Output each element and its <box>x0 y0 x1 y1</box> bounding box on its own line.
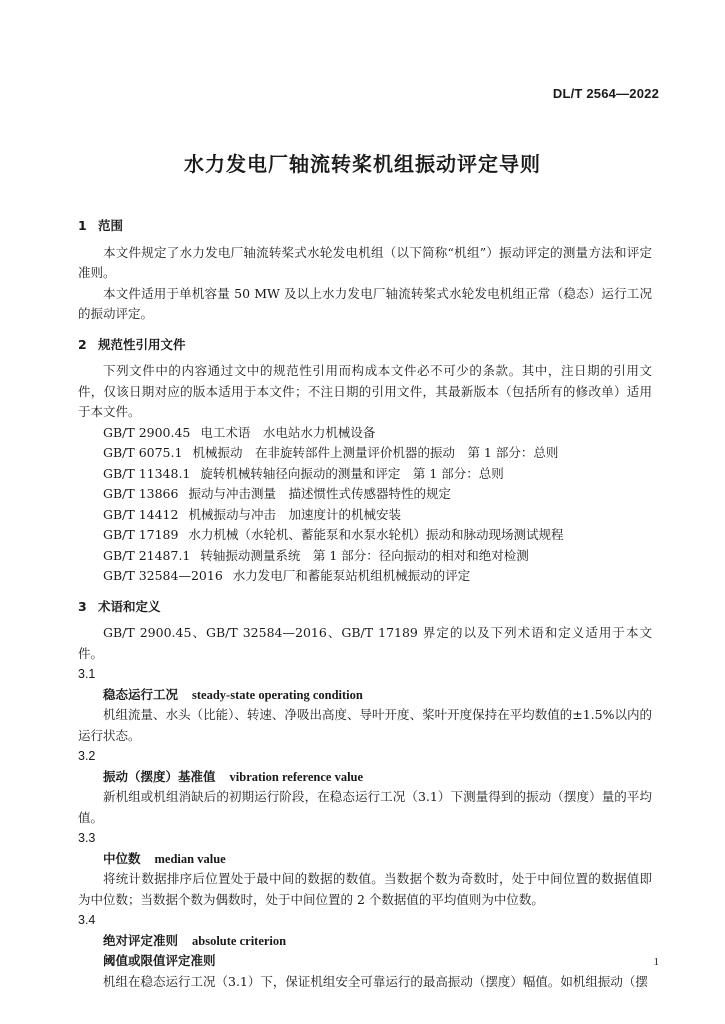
term-definition: 机组流量、水头（比能）、转速、净吸出高度、导叶开度、桨叶开度保持在平均数值的±1.5%以内的运行状态。 <box>78 707 652 743</box>
page-number: 1 <box>653 956 659 968</box>
reference-code: GB/T 32584—2016 <box>103 568 223 583</box>
reference-item <box>78 484 652 505</box>
section-heading-normative-references <box>78 335 652 356</box>
term-number: 3.1 <box>78 667 96 681</box>
document-body <box>78 216 652 992</box>
term-name-zh: 稳态运行工况 <box>103 686 179 702</box>
reference-code: GB/T 2900.45 <box>103 424 191 440</box>
reference-item <box>78 443 652 464</box>
term-name-zh: 绝对评定准则 <box>103 932 179 948</box>
reference-title: 旋转机械转轴径向振动的测量和评定 第 1 部分：总则 <box>200 465 504 481</box>
paragraph: GB/T 2900.45、GB/T 32584—2016、GB/T 17189 界定的以及下列术语和定义适用于本文件。 <box>78 625 652 661</box>
term-definition: 机组在稳态运行工况（3.1）下，保证机组安全可靠运行的最高振动（摆度）幅值。如机组振动（摆 <box>103 973 648 989</box>
paragraph: 本文件规定了水力发电厂轴流转桨式水轮发电机组（以下简称“机组”）振动评定的测量方法和评定准则。 <box>78 244 652 280</box>
reference-title: 机械振动与冲击 加速度计的机械安装 <box>188 506 401 522</box>
reference-item <box>78 423 652 444</box>
section-heading-scope <box>78 216 652 237</box>
paragraph: 本文件适用于单机容量 50 MW 及以上水力发电厂轴流转桨式水轮发电机组正常（稳态）运行工况的振动评定。 <box>78 285 652 321</box>
term-number: 3.2 <box>78 749 96 763</box>
term-name-zh: 中位数 <box>103 850 141 866</box>
reference-title: 振动与冲击测量 描述惯性式传感器特性的规定 <box>188 486 451 501</box>
term-name-zh: 振动（摆度）基准值 <box>103 768 216 784</box>
reference-code: GB/T 17189 <box>103 527 179 542</box>
section-number: 2 <box>78 336 87 352</box>
reference-item <box>78 505 652 526</box>
term-number: 3.4 <box>78 913 96 927</box>
section-title: 规范性引用文件 <box>98 336 186 352</box>
term-number: 3.3 <box>78 831 96 845</box>
reference-title: 电工术语 水电站水力机械设备 <box>200 424 376 440</box>
paragraph: 下列文件中的内容通过文中的规范性引用而构成本文件必不可少的条款。其中，注日期的引用文件，仅该日期对应的版本适用于本文件；不注日期的引用文件，其最新版本（包括所有的修改单）适用于本文件。 <box>78 363 652 419</box>
section-number: 1 <box>78 218 87 233</box>
term-definition: 将统计数据排序后位置处于最中间的数据的数值。当数据个数为奇数时，处于中间位置的数据值即为中位数；当数据个数为偶数时，处于中间位置的 2 个数据值的平均值则为中位数。 <box>78 871 652 907</box>
section-title: 术语和定义 <box>98 598 161 614</box>
reference-item <box>78 464 652 485</box>
term-name-en: absolute criterion <box>192 933 287 948</box>
term-name <box>78 685 652 706</box>
term-name-en: median value <box>154 851 226 866</box>
reference-title: 机械振动 在非旋转部件上测量评价机器的振动 第 1 部分：总则 <box>192 445 559 460</box>
section-number: 3 <box>78 598 87 614</box>
reference-title: 水力发电厂和蓄能泵站机组机械振动的评定 <box>232 568 471 583</box>
term-name <box>78 767 652 788</box>
term-name <box>78 931 652 952</box>
reference-item <box>78 546 652 567</box>
document-code: DL/T 2564—2022 <box>552 86 659 101</box>
reference-code: GB/T 11348.1 <box>103 465 191 481</box>
term-name <box>78 849 652 870</box>
reference-title: 转轴振动测量系统 第 1 部分：径向振动的相对和绝对检测 <box>200 547 529 563</box>
term-definition: 新机组或机组消缺后的初期运行阶段，在稳态运行工况（3.1）下测量得到的振动（摆度）量的平均值。 <box>78 789 652 825</box>
reference-item <box>78 525 652 546</box>
reference-code: GB/T 13866 <box>103 486 179 501</box>
section-title: 范围 <box>98 218 124 233</box>
reference-code: GB/T 21487.1 <box>103 547 191 563</box>
reference-code: GB/T 14412 <box>103 506 179 522</box>
section-heading-terms-definitions <box>78 597 652 618</box>
reference-item <box>78 566 652 587</box>
term-name-en: steady-state operating condition <box>192 687 363 702</box>
reference-title: 水力机械（水轮机、蓄能泵和水泵水轮机）振动和脉动现场测试规程 <box>188 527 564 542</box>
term-alternate-name: 阈值或限值评定准则 <box>103 953 216 968</box>
reference-code: GB/T 6075.1 <box>103 445 183 460</box>
term-name-en: vibration reference value <box>229 769 364 784</box>
document-title: 水力发电厂轴流转桨机组振动评定导则 <box>184 152 541 176</box>
